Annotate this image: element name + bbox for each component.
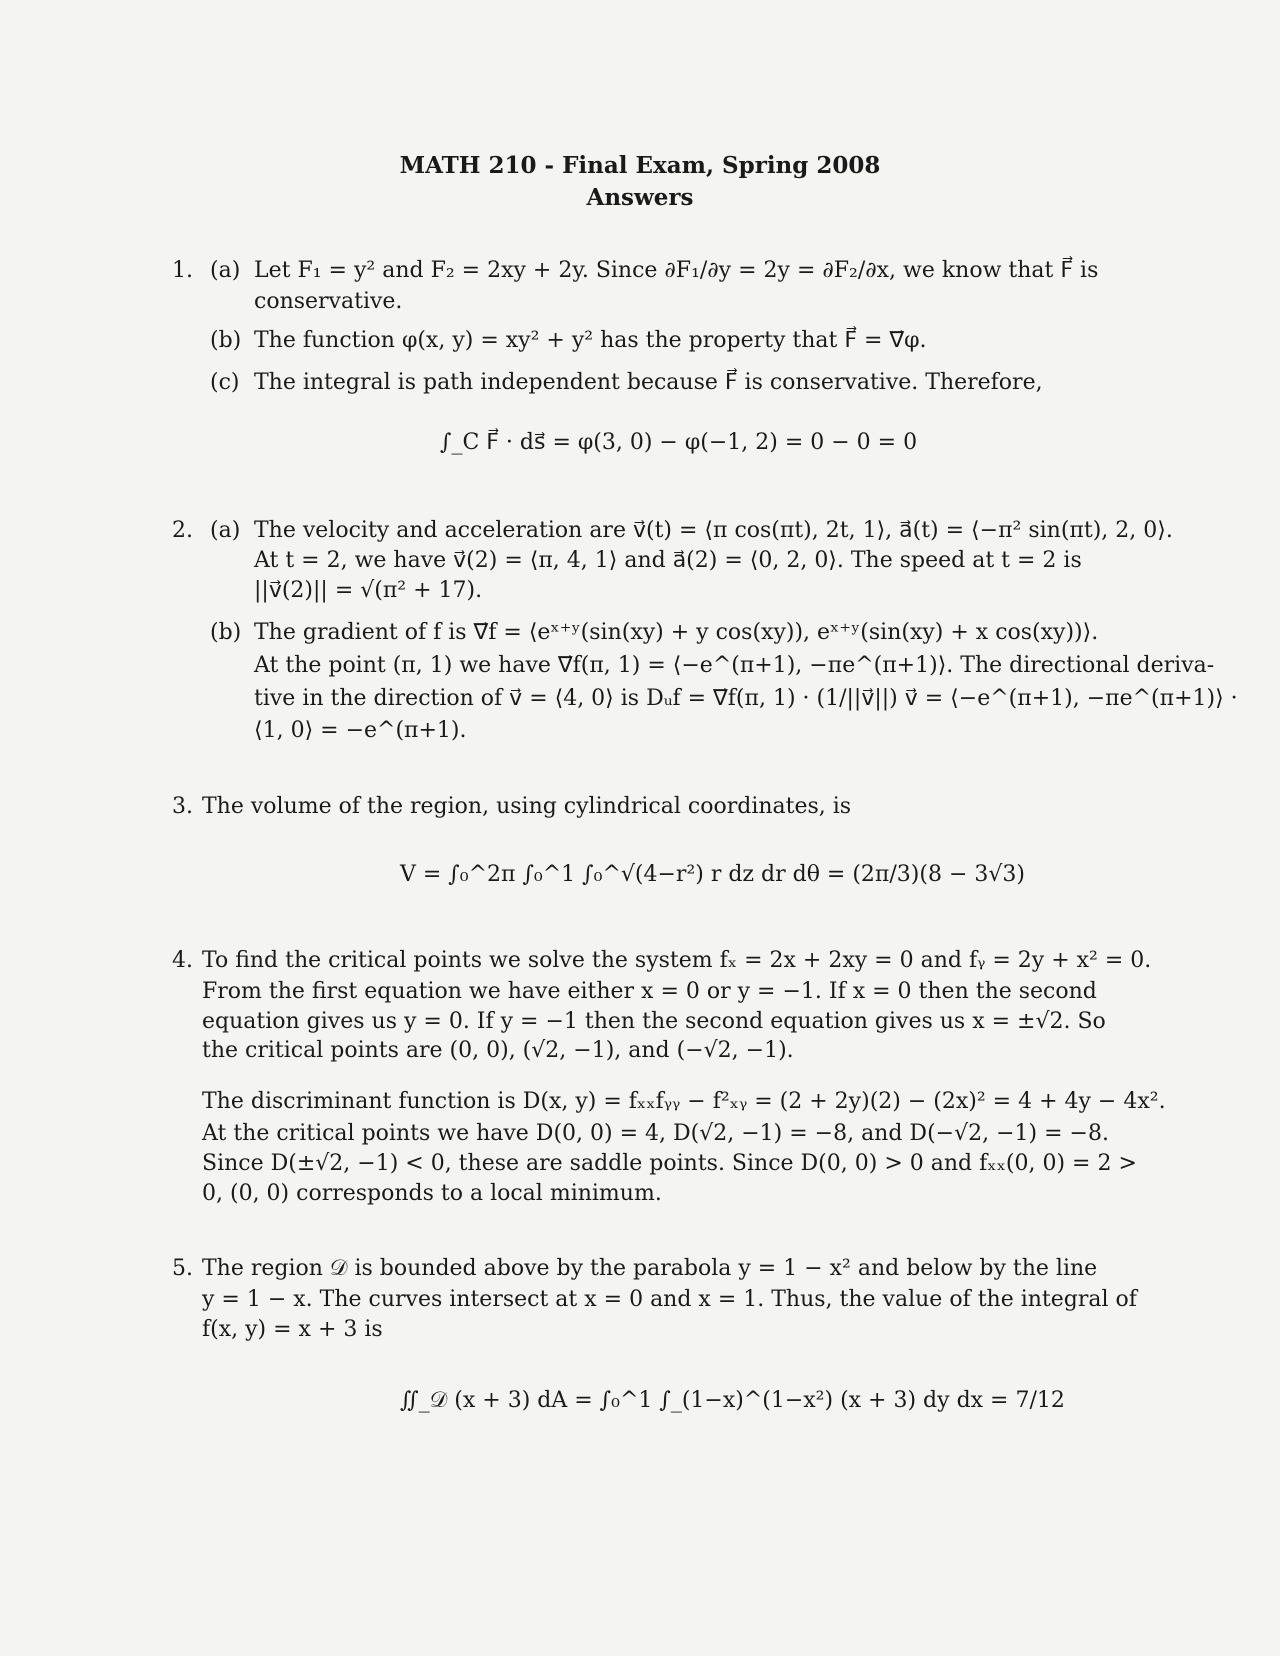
document-title: MATH 210 - Final Exam, Spring 2008 — [399, 152, 881, 179]
problem-1a-label: (a) — [210, 258, 241, 283]
problem-4-p2-line-3: Since D(±√2, −1) < 0, these are saddle points. Since D(0, 0) > 0 and fₓₓ(0, 0) = 2 > — [202, 1151, 1137, 1176]
problem-2b-line-2: At the point (π, 1) we have ∇⃗f(π, 1) = ⟨−e^(π+1), −πe^(π+1)⟩. The directional deriva- — [254, 653, 1215, 678]
problem-4-p2-line-4: 0, (0, 0) corresponds to a local minimum. — [202, 1181, 662, 1206]
problem-1c-line-1: The integral is path independent because F⃗ is conservative. Therefore, — [254, 370, 1043, 395]
problem-2b-line-1: The gradient of f is ∇⃗f = ⟨eˣ⁺ʸ(sin(xy) + y cos(xy)), eˣ⁺ʸ(sin(xy) + x cos(xy))⟩. — [254, 620, 1099, 645]
problem-1b-line-1: The function φ(x, y) = xy² + y² has the property that F⃗ = ∇⃗φ. — [254, 328, 927, 353]
problem-5-line-1: The region 𝒟 is bounded above by the parabola y = 1 − x² and below by the line — [202, 1256, 1098, 1281]
problem-2a-line-3: ||v⃗(2)|| = √(π² + 17). — [254, 578, 483, 603]
problem-4-p2-line-2: At the critical points we have D(0, 0) = 4, D(√2, −1) = −8, and D(−√2, −1) = −8. — [202, 1121, 1109, 1146]
problem-2b-line-4: ⟨1, 0⟩ = −e^(π+1). — [254, 718, 467, 743]
problem-5-number: 5. — [172, 1256, 193, 1281]
problem-1c-equation: ∫_C F⃗ · ds⃗ = φ(3, 0) − φ(−1, 2) = 0 − 0 = 0 — [440, 430, 918, 455]
problem-5-line-2: y = 1 − x. The curves intersect at x = 0 and x = 1. Thus, the value of the integral of — [202, 1287, 1137, 1312]
problem-3-number: 3. — [172, 794, 193, 819]
problem-4-p1-line-4: the critical points are (0, 0), (√2, −1), and (−√2, −1). — [202, 1038, 794, 1063]
problem-1-number: 1. — [172, 258, 193, 283]
problem-5-equation: ∬_𝒟 (x + 3) dA = ∫₀^1 ∫_(1−x)^(1−x²) (x + 3) dy dx = 7/12 — [400, 1388, 1065, 1413]
problem-2-number: 2. — [172, 518, 193, 543]
problem-1a-line-2: conservative. — [254, 289, 403, 314]
document-title-block — [0, 150, 1280, 214]
document-subtitle: Answers — [586, 184, 694, 211]
problem-2a-line-1: The velocity and acceleration are v⃗(t) = ⟨π cos(πt), 2t, 1⟩, a⃗(t) = ⟨−π² sin(πt), 2, 0⟩. — [254, 518, 1173, 543]
problem-2b-label: (b) — [210, 620, 242, 645]
problem-4-number: 4. — [172, 948, 193, 973]
problem-4-p2-line-1: The discriminant function is D(x, y) = fₓₓfᵧᵧ − f²ₓᵧ = (2 + 2y)(2) − (2x)² = 4 + 4y − 4x². — [202, 1089, 1166, 1114]
problem-2b-line-3: tive in the direction of v⃗ = ⟨4, 0⟩ is Dᵤf = ∇⃗f(π, 1) · (1/||v⃗||) v⃗ = ⟨−e^(π+1), −πe^(π+1)⟩ · — [254, 686, 1238, 711]
problem-2a-label: (a) — [210, 518, 241, 543]
problem-4-p1-line-3: equation gives us y = 0. If y = −1 then the second equation gives us x = ±√2. So — [202, 1009, 1106, 1034]
problem-2a-line-2: At t = 2, we have v⃗(2) = ⟨π, 4, 1⟩ and a⃗(2) = ⟨0, 2, 0⟩. The speed at t = 2 is — [254, 548, 1082, 573]
problem-5-line-3: f(x, y) = x + 3 is — [202, 1317, 383, 1342]
problem-1a-line-1: Let F₁ = y² and F₂ = 2xy + 2y. Since ∂F₁/∂y = 2y = ∂F₂/∂x, we know that F⃗ is — [254, 258, 1099, 283]
problem-1c-label: (c) — [210, 370, 240, 395]
problem-1b-label: (b) — [210, 328, 242, 353]
problem-3-equation: V = ∫₀^2π ∫₀^1 ∫₀^√(4−r²) r dz dr dθ = (2π/3)(8 − 3√3) — [400, 862, 1025, 887]
problem-4-p1-line-2: From the first equation we have either x = 0 or y = −1. If x = 0 then the second — [202, 979, 1097, 1004]
problem-3-line-1: The volume of the region, using cylindrical coordinates, is — [202, 794, 852, 819]
problem-4-p1-line-1: To find the critical points we solve the system fₓ = 2x + 2xy = 0 and fᵧ = 2y + x² = 0. — [202, 948, 1152, 973]
